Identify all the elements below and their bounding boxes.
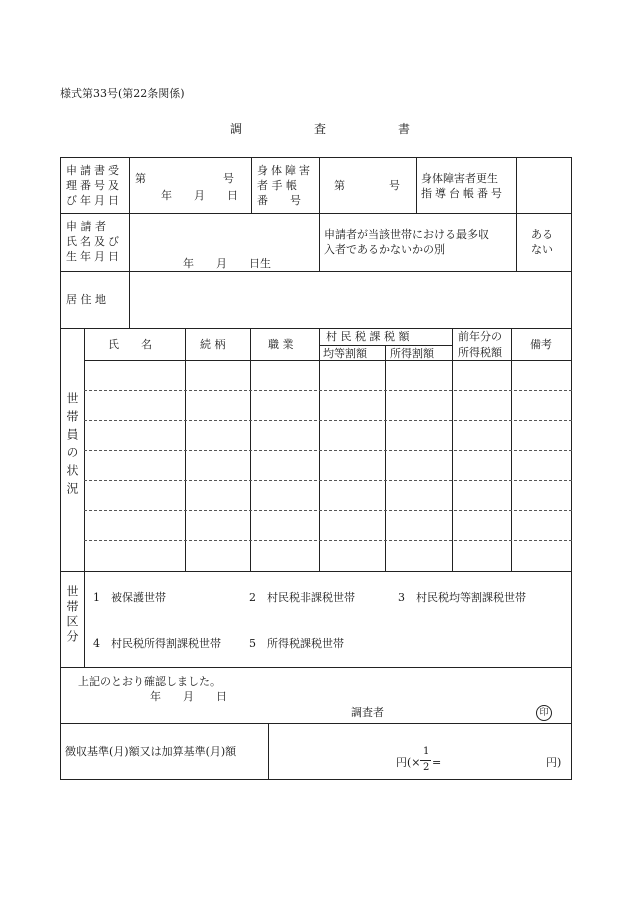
table-row xyxy=(84,420,572,421)
classification-option[interactable]: 3 村民税均等割課税世帯 xyxy=(398,591,526,604)
confirmation-text: 上記のとおり確認しました。 xyxy=(78,675,221,688)
row-divider xyxy=(60,213,572,214)
top-earner-question: 入者であるかないかの別 xyxy=(324,243,445,256)
col-divider xyxy=(319,157,320,271)
standard-amount-label: 徴収基準(月)額又は加算基準(月)額 xyxy=(65,745,237,758)
col-prev-tax-header: 前年分の xyxy=(458,330,502,343)
disability-book-label: 者 手 帳 xyxy=(257,179,297,192)
disability-book-label: 番 号 xyxy=(257,194,301,207)
col-divider xyxy=(129,157,130,271)
fraction-bar xyxy=(420,760,431,761)
col-job-header: 職 業 xyxy=(268,338,294,351)
yen-prefix: 円(× xyxy=(396,756,421,769)
classification-side-label: 世帯区分 xyxy=(65,585,79,645)
application-date-value[interactable]: 年 月 日 xyxy=(161,189,238,202)
row-divider xyxy=(60,667,572,668)
col-divider xyxy=(516,157,517,271)
yen-suffix: 円) xyxy=(546,756,562,769)
row-divider xyxy=(60,571,572,572)
answer-yes[interactable]: ある xyxy=(531,228,553,241)
col-prev-tax-header: 所得税額 xyxy=(458,346,502,359)
table-row xyxy=(84,450,572,451)
col-tax-group-header: 村 民 税 課 税 額 xyxy=(326,330,410,343)
address-label: 居 住 地 xyxy=(66,293,106,306)
col-divider xyxy=(129,271,130,328)
disability-book-value[interactable]: 第 号 xyxy=(334,179,400,192)
classification-option[interactable]: 2 村民税非課税世帯 xyxy=(249,591,355,604)
disability-book-label: 身体障害 xyxy=(257,164,313,177)
table-row xyxy=(84,540,572,541)
application-number-label: び年月日 xyxy=(66,194,122,207)
page-title: 調 査 書 xyxy=(230,122,411,136)
table-row xyxy=(84,390,572,391)
application-number-value[interactable]: 第 号 xyxy=(135,172,234,185)
applicant-label: 氏名及び xyxy=(66,235,122,248)
fraction-denominator: 2 xyxy=(423,762,430,773)
col-tax-equal-header: 均等割額 xyxy=(323,347,367,360)
birth-date-value[interactable]: 年 月 日生 xyxy=(183,257,271,270)
seal-mark: 印 xyxy=(536,705,552,721)
col-divider xyxy=(84,571,85,667)
col-remarks-header: 備考 xyxy=(530,338,552,351)
col-relation-header: 続 柄 xyxy=(200,338,226,351)
table-row xyxy=(84,510,572,511)
row-divider xyxy=(60,723,572,724)
col-divider xyxy=(268,723,269,780)
confirmation-date[interactable]: 年 月 日 xyxy=(150,690,227,703)
table-row xyxy=(84,480,572,481)
col-divider xyxy=(385,345,386,571)
top-earner-question: 申請者が当該世帯における最多収 xyxy=(324,228,489,241)
household-side-label: 世帯員の状況 xyxy=(65,392,79,500)
col-name-header: 氏 名 xyxy=(108,338,152,351)
application-number-label: 理番号及 xyxy=(66,179,122,192)
col-divider xyxy=(251,157,252,213)
col-divider xyxy=(416,157,417,213)
applicant-label: 生年月日 xyxy=(66,250,122,263)
rehab-ledger-label: 指導台帳番号 xyxy=(421,187,505,200)
col-tax-income-header: 所得割額 xyxy=(390,347,434,360)
application-number-label: 申請書受 xyxy=(66,164,122,177)
rehab-ledger-label: 身体障害者更生 xyxy=(421,172,498,185)
classification-option[interactable]: 1 被保護世帯 xyxy=(93,591,166,604)
applicant-label: 申 請 者 xyxy=(66,220,106,233)
classification-option[interactable]: 5 所得税課税世帯 xyxy=(249,637,344,650)
classification-option[interactable]: 4 村民税所得割課税世帯 xyxy=(93,637,221,650)
equals-sign: = xyxy=(432,756,442,769)
answer-no[interactable]: ない xyxy=(531,243,553,256)
investigator-label: 調査者 xyxy=(351,706,384,719)
form-number: 様式第33号(第22条関係) xyxy=(60,87,185,100)
row-divider xyxy=(60,271,572,272)
fraction-numerator: 1 xyxy=(423,746,430,757)
